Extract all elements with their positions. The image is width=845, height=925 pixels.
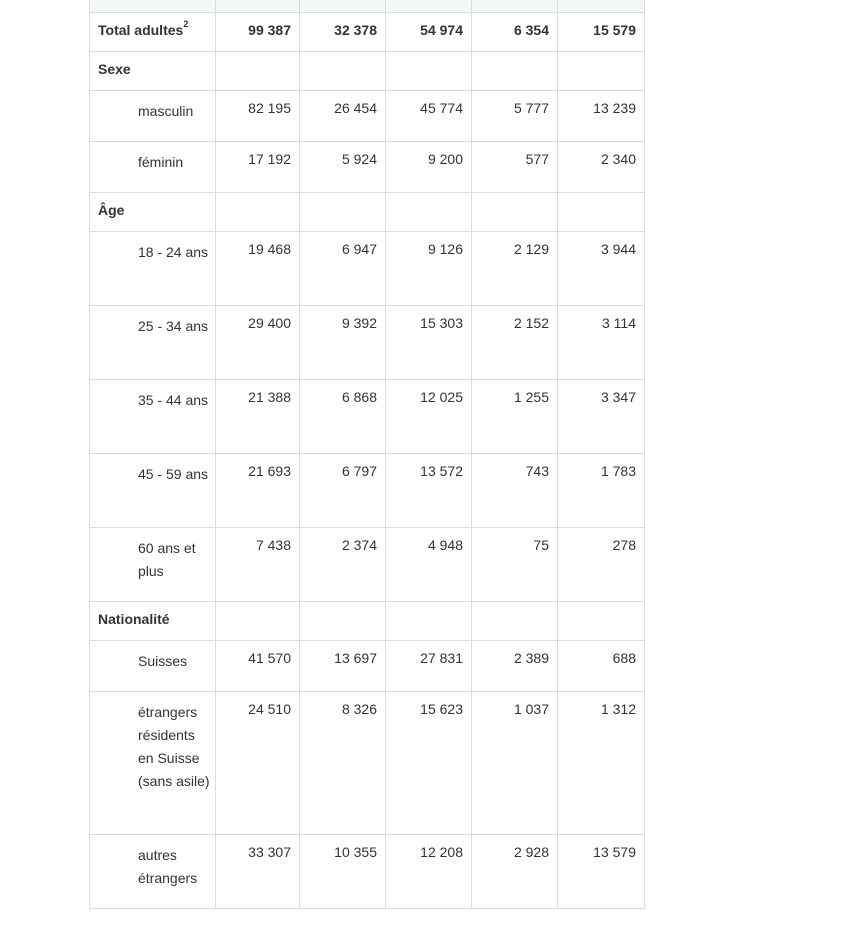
table-cell: 6 797 — [300, 454, 386, 528]
group-heading: Âge — [90, 193, 216, 232]
statistics-table — [89, 0, 645, 909]
table-cell: 3 114 — [558, 306, 645, 380]
table-cell: 12 208 — [386, 835, 472, 909]
total-footnote: 2 — [183, 19, 189, 29]
total-label-cell — [90, 13, 216, 52]
group-heading-row — [90, 193, 645, 232]
table-row — [90, 91, 645, 142]
group-heading: Nationalité — [90, 602, 216, 641]
table-body — [90, 0, 645, 909]
table-cell: 6 868 — [300, 380, 386, 454]
table-cell: 1 037 — [472, 692, 558, 835]
table-cell: 1 312 — [558, 692, 645, 835]
table-cell: 743 — [472, 454, 558, 528]
total-row — [90, 13, 645, 52]
table-cell: 2 129 — [472, 232, 558, 306]
table-cell: 9 126 — [386, 232, 472, 306]
table-row — [90, 232, 645, 306]
total-value: 99 387 — [216, 13, 300, 52]
total-value: 54 974 — [386, 13, 472, 52]
table-cell: 13 239 — [558, 91, 645, 142]
table-cell: 3 347 — [558, 380, 645, 454]
table-row — [90, 641, 645, 692]
table-cell: 29 400 — [216, 306, 300, 380]
table-cell: 13 572 — [386, 454, 472, 528]
table-cell: 27 831 — [386, 641, 472, 692]
row-label: autres étrangers — [90, 835, 216, 909]
group-heading-row — [90, 52, 645, 91]
table-cell: 5 777 — [472, 91, 558, 142]
row-label: 18 - 24 ans — [90, 232, 216, 306]
group-heading: Sexe — [90, 52, 216, 91]
table-cell: 75 — [472, 528, 558, 602]
table-cell: 15 303 — [386, 306, 472, 380]
table-row — [90, 528, 645, 602]
row-label: 35 - 44 ans — [90, 380, 216, 454]
table-cell: 688 — [558, 641, 645, 692]
table-cell: 21 388 — [216, 380, 300, 454]
row-label: masculin — [90, 91, 216, 142]
table-cell: 8 326 — [300, 692, 386, 835]
table-cell: 19 468 — [216, 232, 300, 306]
table-cell: 12 025 — [386, 380, 472, 454]
group-heading-row — [90, 602, 645, 641]
total-value: 32 378 — [300, 13, 386, 52]
table-top-edge-row — [90, 0, 645, 13]
table-cell: 41 570 — [216, 641, 300, 692]
table-cell: 33 307 — [216, 835, 300, 909]
table-cell: 45 774 — [386, 91, 472, 142]
table-cell: 1 255 — [472, 380, 558, 454]
table-cell: 9 392 — [300, 306, 386, 380]
table-cell: 13 579 — [558, 835, 645, 909]
table-cell: 4 948 — [386, 528, 472, 602]
table-cell: 577 — [472, 142, 558, 193]
table-cell: 2 374 — [300, 528, 386, 602]
table-cell: 5 924 — [300, 142, 386, 193]
table-cell: 10 355 — [300, 835, 386, 909]
table-row — [90, 454, 645, 528]
row-label: 25 - 34 ans — [90, 306, 216, 380]
table-cell: 2 389 — [472, 641, 558, 692]
table-cell: 3 944 — [558, 232, 645, 306]
table-cell: 2 928 — [472, 835, 558, 909]
total-label: Total adultes — [98, 22, 184, 38]
table-row — [90, 142, 645, 193]
table-row — [90, 692, 645, 835]
row-label: féminin — [90, 142, 216, 193]
row-label: Suisses — [90, 641, 216, 692]
row-label: étrangers résidents en Suisse (sans asile) — [90, 692, 216, 835]
table-cell: 24 510 — [216, 692, 300, 835]
table-cell: 26 454 — [300, 91, 386, 142]
table-row — [90, 835, 645, 909]
table-cell: 2 152 — [472, 306, 558, 380]
table-cell: 21 693 — [216, 454, 300, 528]
table-cell: 9 200 — [386, 142, 472, 193]
total-value: 15 579 — [558, 13, 645, 52]
table-cell: 2 340 — [558, 142, 645, 193]
row-label: 45 - 59 ans — [90, 454, 216, 528]
table-cell: 82 195 — [216, 91, 300, 142]
total-value: 6 354 — [472, 13, 558, 52]
table-row — [90, 306, 645, 380]
table-row — [90, 380, 645, 454]
row-label: 60 ans et plus — [90, 528, 216, 602]
table-cell: 17 192 — [216, 142, 300, 193]
table-cell: 7 438 — [216, 528, 300, 602]
table-cell: 1 783 — [558, 454, 645, 528]
table-cell: 15 623 — [386, 692, 472, 835]
table-cell: 13 697 — [300, 641, 386, 692]
table-cell: 6 947 — [300, 232, 386, 306]
table-cell: 278 — [558, 528, 645, 602]
